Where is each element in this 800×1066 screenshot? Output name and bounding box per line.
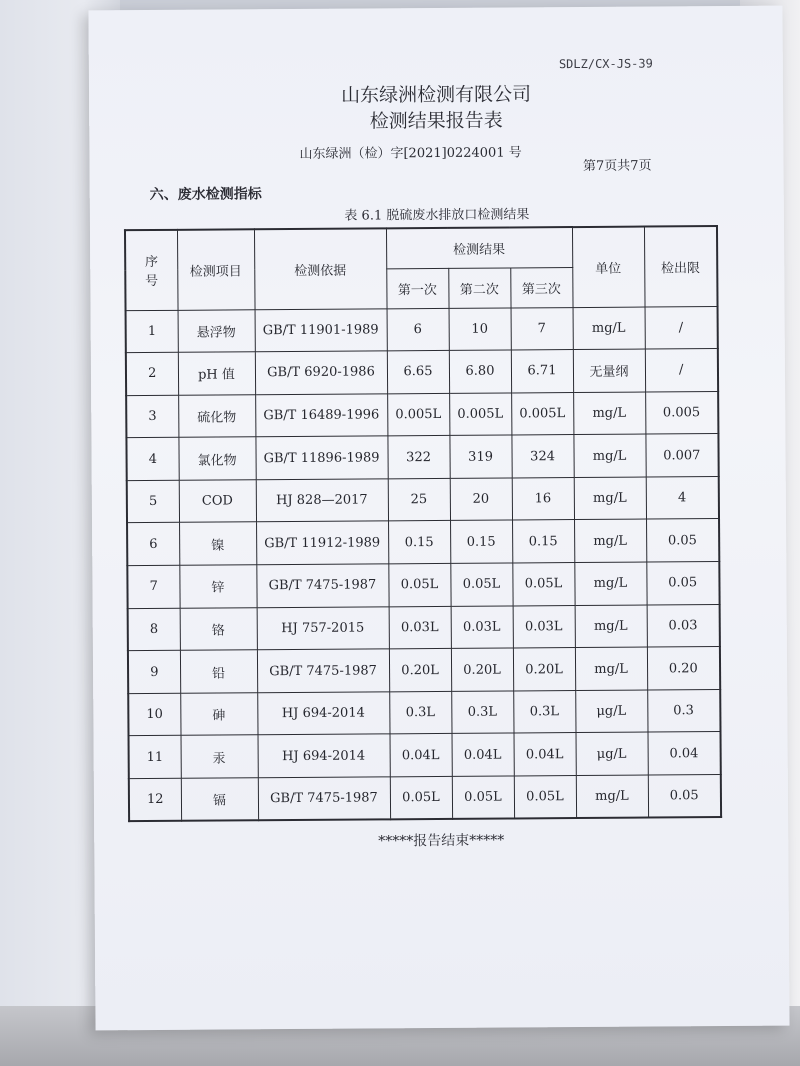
cell-limit: 0.03 [647, 604, 720, 647]
cell-limit: 0.3 [647, 689, 720, 732]
header-limit: 检出限 [644, 226, 718, 307]
header-seq: 序号 [125, 230, 178, 310]
cell-basis: HJ 828—2017 [256, 479, 388, 523]
page-info: 第7页共7页 [582, 158, 652, 174]
cell-no: 1 [126, 310, 178, 353]
table-row [129, 732, 721, 779]
cell-limit: 0.005 [645, 391, 718, 434]
cell-unit: mg/L [574, 477, 646, 520]
cell-result-3: 0.15 [512, 520, 574, 563]
doc-number: 山东绿洲（检）字[2021]0224001 号 [299, 145, 522, 162]
cell-limit: 4 [646, 476, 719, 519]
cell-no: 12 [129, 778, 181, 821]
cell-result-2: 319 [449, 435, 511, 478]
cell-no: 9 [128, 651, 180, 694]
cell-no: 7 [127, 565, 179, 608]
section-heading: 六、废水检测指标 [149, 186, 262, 204]
cell-no: 2 [126, 352, 178, 395]
cell-unit: mg/L [576, 775, 648, 818]
cell-result-3: 16 [512, 477, 574, 520]
report-title: 检测结果报告表 [369, 109, 503, 133]
cell-result-1: 6.65 [387, 351, 449, 394]
table-row [128, 604, 720, 651]
cell-result-2: 0.005L [449, 393, 511, 436]
report-page [88, 6, 789, 1031]
cell-unit: mg/L [574, 562, 646, 605]
cell-basis: HJ 694-2014 [258, 734, 390, 778]
table-row [126, 391, 718, 438]
doc-code: SDLZ/CX-JS-39 [558, 56, 653, 72]
cell-item: 悬浮物 [178, 309, 255, 352]
cell-limit: 0.05 [646, 519, 719, 562]
cell-basis: GB/T 7475-1987 [257, 649, 389, 693]
cell-item: 锌 [179, 565, 256, 608]
cell-result-2: 0.05L [452, 776, 514, 819]
cell-no: 10 [128, 693, 180, 736]
cell-unit: mg/L [575, 605, 647, 648]
cell-item: 硫化物 [178, 394, 255, 437]
cell-limit: / [645, 306, 718, 349]
cell-result-3: 0.03L [513, 605, 575, 648]
cell-limit: 0.20 [647, 647, 720, 690]
header-results: 检测结果 [386, 227, 572, 268]
cell-no: 5 [127, 480, 179, 523]
cell-no: 11 [129, 736, 181, 779]
cell-basis: GB/T 7475-1987 [258, 777, 390, 821]
cell-result-1: 0.05L [390, 776, 452, 819]
cell-result-1: 0.3L [389, 691, 451, 734]
cell-unit: mg/L [573, 307, 645, 350]
cell-no: 3 [126, 395, 178, 438]
cell-basis: GB/T 11912-1989 [256, 521, 388, 565]
results-table [124, 225, 722, 822]
cell-result-1: 0.15 [388, 521, 450, 564]
cell-result-3: 324 [511, 435, 573, 478]
table-row [127, 562, 719, 609]
report-end-marker: *****报告结束***** [378, 832, 505, 850]
cell-unit: mg/L [575, 647, 647, 690]
cell-unit: μg/L [575, 690, 647, 733]
table-row [126, 349, 718, 396]
cell-limit: 0.007 [645, 434, 718, 477]
table-row [128, 647, 720, 694]
header-item: 检测项目 [177, 229, 255, 310]
cell-result-2: 6.80 [449, 350, 511, 393]
cell-item: 氯化物 [178, 437, 255, 480]
cell-result-1: 0.20L [389, 649, 451, 692]
table-caption: 表 6.1 脱硫废水排放口检测结果 [344, 207, 530, 224]
table-row [126, 306, 718, 353]
cell-no: 8 [128, 608, 180, 651]
cell-result-1: 0.04L [390, 734, 452, 777]
cell-result-2: 10 [449, 307, 511, 350]
cell-result-3: 7 [511, 307, 573, 350]
header-third: 第三次 [510, 267, 572, 307]
table-row [127, 476, 719, 523]
cell-item: 铅 [180, 650, 257, 693]
cell-result-2: 20 [450, 478, 512, 521]
table-row [127, 519, 719, 566]
cell-basis: GB/T 7475-1987 [256, 564, 388, 608]
table-row [128, 689, 720, 736]
cell-basis: HJ 757-2015 [257, 607, 389, 651]
header-basis: 检测依据 [254, 228, 387, 309]
cell-limit: 0.05 [646, 562, 719, 605]
cell-result-2: 0.3L [451, 691, 513, 734]
cell-result-3: 0.005L [511, 392, 573, 435]
cell-item: pH 值 [178, 352, 255, 395]
table-row [126, 434, 718, 481]
cell-item: 镍 [179, 522, 256, 565]
company-name: 山东绿洲检测有限公司 [340, 83, 532, 107]
cell-basis: GB/T 11896-1989 [255, 436, 387, 480]
cell-basis: HJ 694-2014 [257, 692, 389, 736]
cell-result-3: 0.05L [514, 776, 576, 819]
cell-item: 汞 [181, 735, 258, 778]
cell-item: 铬 [180, 607, 257, 650]
cell-basis: GB/T 11901-1989 [255, 308, 387, 352]
cell-limit: / [645, 349, 718, 392]
cell-result-3: 0.3L [513, 690, 575, 733]
cell-result-1: 6 [387, 308, 449, 351]
cell-limit: 0.05 [648, 775, 721, 818]
cell-result-3: 0.04L [514, 733, 576, 776]
cell-result-3: 6.71 [511, 350, 573, 393]
table-row [129, 775, 721, 822]
cell-no: 6 [127, 523, 179, 566]
cell-result-1: 322 [387, 436, 449, 479]
cell-item: 砷 [180, 693, 257, 736]
cell-result-2: 0.15 [450, 520, 512, 563]
cell-result-2: 0.05L [450, 563, 512, 606]
cell-result-2: 0.04L [452, 733, 514, 776]
cell-result-3: 0.20L [513, 648, 575, 691]
cell-basis: GB/T 6920-1986 [255, 351, 387, 395]
cell-no: 4 [126, 438, 178, 481]
cell-basis: GB/T 16489-1996 [255, 394, 387, 438]
cell-result-3: 0.05L [512, 563, 574, 606]
header-second: 第二次 [448, 267, 510, 307]
cell-result-1: 25 [388, 478, 450, 521]
cell-result-2: 0.03L [451, 606, 513, 649]
cell-unit: mg/L [573, 392, 645, 435]
cell-result-1: 0.05L [388, 563, 450, 606]
cell-item: 镉 [181, 778, 258, 821]
cell-unit: 无量纲 [573, 349, 645, 392]
cell-item: COD [179, 480, 256, 523]
cell-result-1: 0.005L [387, 393, 449, 436]
cell-unit: mg/L [573, 434, 645, 477]
header-first: 第一次 [386, 268, 448, 308]
cell-result-1: 0.03L [389, 606, 451, 649]
cell-result-2: 0.20L [451, 648, 513, 691]
header-unit: 单位 [572, 227, 645, 308]
cell-unit: mg/L [574, 520, 646, 563]
cell-unit: μg/L [576, 732, 648, 775]
cell-limit: 0.04 [648, 732, 721, 775]
